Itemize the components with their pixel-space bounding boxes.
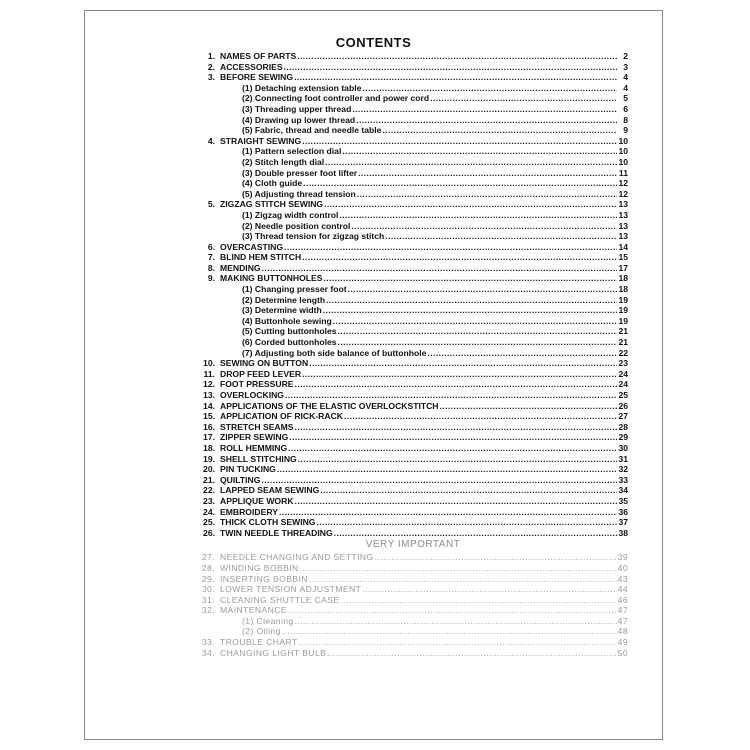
toc-entry (198, 263, 628, 274)
entry-label: (5) Cutting buttonholes (242, 326, 337, 337)
entry-page-number: 11 (618, 167, 628, 178)
toc-subentry (198, 146, 628, 157)
entry-page-number: 22 (618, 347, 628, 358)
entry-number: 33. (201, 637, 215, 648)
entry-label: (1) Changing presser foot (242, 284, 347, 295)
entry-number: 8. (207, 262, 215, 273)
entry-page-number: 14 (618, 241, 628, 252)
entry-label: (1) Zigzag width control (242, 209, 339, 220)
entry-number: 22. (203, 485, 215, 496)
dot-leader (277, 464, 617, 475)
entry-number: 18. (203, 442, 215, 453)
entry-page-number: 40 (617, 562, 628, 573)
toc-subentry (198, 221, 628, 232)
toc-entry (198, 62, 628, 73)
dot-leader (385, 231, 617, 242)
entry-label: (4) Buttonhole sewing (242, 315, 332, 326)
entry-page-number: 13 (618, 209, 628, 220)
entry-label: (1) Pattern selection dial (242, 146, 342, 157)
entry-label: STRETCH SEAMS (220, 421, 294, 432)
toc-entry (198, 552, 628, 563)
toc-entry (198, 411, 628, 422)
toc-subentry (198, 210, 628, 221)
toc-subentry (198, 125, 628, 136)
dot-leader (309, 574, 617, 585)
entry-label: BEFORE SEWING (220, 72, 294, 83)
entry-page-number: 4 (623, 82, 628, 93)
entry-label: (3) Double presser foot lifter (242, 167, 358, 178)
toc-subentry (198, 284, 628, 295)
entry-page-number: 12 (618, 178, 628, 189)
dot-leader (302, 369, 617, 380)
entry-label: (3) Thread tension for zigzag stitch (242, 231, 385, 242)
toc-subentry (198, 626, 628, 637)
very-important-heading: VERY IMPORTANT (365, 539, 461, 551)
dot-leader (261, 475, 617, 486)
entry-page-number: 43 (617, 573, 628, 584)
entry-label: INSERTING BOBBIN (220, 573, 308, 584)
dot-leader (325, 157, 617, 168)
entry-page-number: 31 (618, 453, 628, 464)
dot-leader (288, 605, 617, 616)
entry-number: 17. (203, 432, 215, 443)
entry-label: OVERLOCKING (220, 390, 284, 400)
toc-entry (198, 595, 628, 606)
toc-entry (198, 136, 628, 147)
entry-number: 24. (203, 506, 215, 517)
entry-label: (4) Drawing up lower thread (242, 114, 356, 125)
entry-number: 9. (207, 273, 215, 284)
entry-label: MENDING (220, 262, 261, 273)
toc-entry (198, 637, 628, 648)
entry-number: 19. (203, 453, 215, 464)
entry-page-number: 24 (618, 379, 628, 390)
entry-label: (5) Fabric, thread and needle table (242, 125, 382, 136)
entry-number: 26. (203, 527, 215, 538)
entry-label: (2) Stitch length dial (242, 156, 325, 167)
dot-leader (302, 136, 617, 147)
dot-leader (284, 62, 617, 73)
entry-label: APPLICATION OF RICK-RACK (220, 411, 344, 422)
toc-subentry (198, 104, 628, 115)
entry-label: TWIN NEEDLE THREADING (220, 527, 333, 538)
toc-entry (198, 454, 628, 465)
toc-entry (198, 584, 628, 595)
entry-label: (3) Threading upper thread (242, 103, 352, 114)
entry-label: ZIPPER SEWING (220, 432, 289, 443)
entry-page-number: 21 (618, 326, 628, 337)
entry-page-number: 37 (618, 517, 628, 528)
entry-page-number: 21 (618, 337, 628, 348)
toc-subentry (198, 316, 628, 327)
entry-number: 5. (207, 199, 215, 210)
entry-page-number: 13 (618, 231, 628, 242)
entry-number: 7. (207, 252, 215, 263)
entry-label: NAMES OF PARTS (220, 51, 297, 61)
entry-page-number: 50 (617, 647, 628, 658)
entry-page-number: 19 (618, 315, 628, 326)
toc-subentry (198, 616, 628, 627)
entry-number: 1. (207, 51, 215, 61)
toc-subentry (198, 295, 628, 306)
table-of-contents (198, 51, 628, 658)
toc-entry (198, 528, 628, 539)
dot-leader (309, 358, 617, 369)
entry-number: 21. (203, 474, 215, 485)
toc-subentry (198, 337, 628, 348)
entry-page-number: 35 (618, 495, 628, 506)
dot-leader (297, 51, 617, 62)
entry-page-number: 38 (618, 527, 628, 538)
entry-number: 25. (203, 517, 215, 528)
toc-entry (198, 443, 628, 454)
entry-page-number: 8 (623, 114, 628, 125)
entry-page-number: 2 (623, 51, 628, 61)
entry-label: (1) Detaching extension table (242, 82, 362, 93)
entry-page-number: 34 (618, 485, 628, 496)
dot-leader (334, 528, 617, 539)
dot-leader (262, 263, 617, 274)
entry-label: TROUBLE CHART (220, 637, 298, 648)
entry-label: (2) Needle position control (242, 220, 351, 231)
entry-number: 11. (203, 368, 215, 379)
entry-number: 34. (201, 647, 215, 658)
dot-leader (348, 284, 617, 295)
toc-entry (198, 401, 628, 412)
toc-entry (198, 390, 628, 401)
dot-leader (324, 199, 617, 210)
dot-leader (338, 337, 617, 348)
dot-leader (279, 507, 617, 518)
entry-number: 15. (203, 411, 215, 422)
entry-label: (6) Corded buttonholes (242, 337, 337, 348)
entry-number: 4. (207, 135, 215, 146)
entry-page-number: 30 (618, 442, 628, 453)
dot-leader (339, 210, 617, 221)
entry-label: APPLICATIONS OF THE ELASTIC OVERLOCKSTITCH (220, 400, 439, 411)
entry-label: (7) Adjusting both side balance of buttonhole (242, 347, 427, 358)
entry-page-number: 15 (618, 252, 628, 263)
entry-label: THICK CLOTH SEWING (220, 517, 316, 528)
dot-leader (295, 496, 617, 507)
toc-entry (198, 605, 628, 616)
toc-subentry (198, 189, 628, 200)
entry-page-number: 4 (623, 72, 628, 83)
toc-subentry (198, 93, 628, 104)
toc-entry (198, 358, 628, 369)
dot-leader (295, 616, 617, 627)
dot-leader (302, 252, 617, 263)
entry-page-number: 49 (617, 637, 628, 648)
entry-page-number: 13 (618, 199, 628, 210)
entry-page-number: 36 (618, 506, 628, 517)
toc-entry (198, 475, 628, 486)
dot-leader (351, 221, 617, 232)
entry-page-number: 10 (618, 135, 628, 146)
entry-page-number: 19 (618, 294, 628, 305)
entry-number: 30. (201, 584, 215, 595)
dot-leader (298, 454, 617, 465)
entry-number: 14. (203, 400, 215, 411)
dot-leader (352, 104, 617, 115)
toc-subentry (198, 231, 628, 242)
dot-leader (338, 326, 617, 337)
entry-page-number: 28 (618, 421, 628, 432)
toc-entry (198, 574, 628, 585)
entry-page-number: 10 (618, 146, 628, 157)
dot-leader (362, 83, 617, 94)
entry-page-number: 3 (623, 61, 628, 72)
toc-entry (198, 369, 628, 380)
entry-page-number: 5 (623, 93, 628, 104)
manual-page (84, 10, 663, 740)
dot-leader (316, 517, 617, 528)
entry-page-number: 33 (618, 474, 628, 485)
entry-page-number: 18 (618, 284, 628, 295)
dot-leader (382, 125, 617, 136)
contents-title: CONTENTS (335, 35, 412, 50)
entry-page-number: 9 (623, 125, 628, 136)
toc-entry (198, 432, 628, 443)
dot-leader (285, 390, 617, 401)
entry-number: 27. (201, 552, 215, 563)
dot-leader (327, 648, 616, 659)
toc-entry (198, 199, 628, 210)
entry-number: 6. (207, 241, 215, 252)
toc-entry (198, 464, 628, 475)
dot-leader (324, 273, 618, 284)
entry-label: FOOT PRESSURE (220, 379, 294, 390)
entry-page-number: 48 (617, 626, 628, 637)
toc-entry (198, 242, 628, 253)
dot-leader (430, 93, 617, 104)
entry-label: MAKING BUTTONHOLES (220, 273, 323, 284)
entry-label: BLIND HEM STITCH (220, 252, 302, 263)
toc-subentry (198, 326, 628, 337)
dot-leader (362, 584, 616, 595)
entry-label: ROLL HEMMING (220, 442, 288, 453)
entry-page-number: 26 (618, 400, 628, 411)
entry-number: 3. (207, 72, 215, 83)
toc-entry (198, 379, 628, 390)
entry-page-number: 13 (618, 220, 628, 231)
entry-label: (2) Connecting foot controller and power cord (242, 93, 430, 104)
toc-subentry (198, 178, 628, 189)
toc-entry (198, 496, 628, 507)
toc-entry (198, 507, 628, 518)
toc-subentry (198, 157, 628, 168)
dot-leader (289, 432, 617, 443)
entry-number: 28. (201, 562, 215, 573)
toc-entry (198, 422, 628, 433)
entry-label: APPLIQUE WORK (220, 495, 294, 506)
dot-leader (427, 348, 617, 359)
toc-entry (198, 563, 628, 574)
toc-entry (198, 72, 628, 83)
toc-subentry (198, 305, 628, 316)
entry-label: (2) Oiling (242, 626, 281, 637)
toc-entry (198, 485, 628, 496)
entry-number: 29. (201, 573, 215, 584)
toc-subentry (198, 115, 628, 126)
dot-leader (300, 563, 617, 574)
entry-label: DROP FEED LEVER (220, 368, 302, 379)
entry-number: 13. (203, 390, 215, 400)
entry-label: ZIGZAG STITCH SEWING (220, 199, 324, 210)
entry-label: (5) Adjusting thread tension (242, 188, 356, 199)
dot-leader (358, 168, 617, 179)
entry-number: 10. (203, 358, 215, 369)
entry-label: ACCESSORIES (220, 61, 283, 72)
entry-page-number: 29 (618, 432, 628, 443)
entry-label: PIN TUCKING (220, 464, 276, 475)
dot-leader (342, 146, 617, 157)
entry-page-number: 12 (618, 188, 628, 199)
dot-leader (326, 295, 617, 306)
toc-entry (198, 273, 628, 284)
entry-label: WINDING BOBBIN (220, 562, 299, 573)
dot-leader (288, 443, 617, 454)
dot-leader (284, 242, 617, 253)
dot-leader (294, 72, 617, 83)
entry-label: SHELL STITCHING (220, 453, 297, 464)
entry-page-number: 47 (617, 605, 628, 616)
dot-leader (344, 411, 617, 422)
entry-page-number: 46 (617, 594, 628, 605)
entry-page-number: 23 (618, 358, 628, 369)
entry-page-number: 32 (618, 464, 628, 475)
entry-page-number: 25 (618, 390, 628, 400)
entry-label: QUILTING (220, 474, 261, 485)
entry-page-number: 18 (618, 273, 628, 284)
entry-label: EMBROIDERY (220, 506, 278, 517)
dot-leader (375, 552, 617, 563)
entry-label: OVERCASTING (220, 241, 284, 252)
entry-number: 20. (203, 464, 215, 475)
entry-label: MAINTENANCE (220, 605, 287, 616)
entry-label: NEEDLE CHANGING AND SETTING (220, 552, 374, 563)
entry-label: CHANGING LIGHT BULB (220, 647, 327, 658)
entry-page-number: 44 (617, 584, 628, 595)
entry-page-number: 27 (618, 411, 628, 422)
entry-number: 16. (203, 421, 215, 432)
entry-label: LOWER TENSION ADJUSTMENT (220, 584, 362, 595)
toc-entry (198, 252, 628, 263)
entry-number: 12. (203, 379, 215, 390)
entry-label: (4) Cloth guide (242, 178, 303, 189)
entry-number: 31. (201, 594, 215, 605)
dot-leader (356, 115, 617, 126)
contents-list (198, 51, 628, 538)
toc-entry (198, 517, 628, 528)
entry-page-number: 24 (618, 368, 628, 379)
dot-leader (341, 595, 617, 606)
entry-label: (2) Determine length (242, 294, 326, 305)
dot-leader (299, 637, 617, 648)
dot-leader (333, 316, 617, 327)
entry-page-number: 19 (618, 305, 628, 316)
entry-label: CLEANING SHUTTLE CASE (220, 594, 340, 605)
toc-subentry (198, 168, 628, 179)
entry-page-number: 10 (618, 156, 628, 167)
dot-leader (282, 626, 617, 637)
dot-leader (440, 401, 617, 412)
entry-number: 2. (207, 61, 215, 72)
toc-entry (198, 51, 628, 62)
entry-label: (3) Determine width (242, 305, 322, 316)
entry-label: (1) Cleaning (242, 615, 294, 626)
dot-leader (323, 305, 617, 316)
entry-page-number: 6 (623, 103, 628, 114)
dot-leader (295, 379, 617, 390)
toc-subentry (198, 83, 628, 94)
dot-leader (320, 485, 617, 496)
entry-label: SEWING ON BUTTON (220, 358, 309, 369)
dot-leader (357, 189, 617, 200)
toc-entry (198, 648, 628, 659)
toc-subentry (198, 348, 628, 359)
entry-page-number: 39 (617, 552, 628, 563)
entry-label: STRAIGHT SEWING (220, 135, 302, 146)
entry-number: 32. (201, 605, 215, 616)
very-important-list (198, 552, 628, 658)
entry-page-number: 17 (618, 262, 628, 273)
entry-page-number: 47 (617, 615, 628, 626)
dot-leader (303, 178, 617, 189)
entry-label: LAPPED SEAM SEWING (220, 485, 320, 496)
entry-number: 23. (203, 495, 215, 506)
dot-leader (295, 422, 617, 433)
